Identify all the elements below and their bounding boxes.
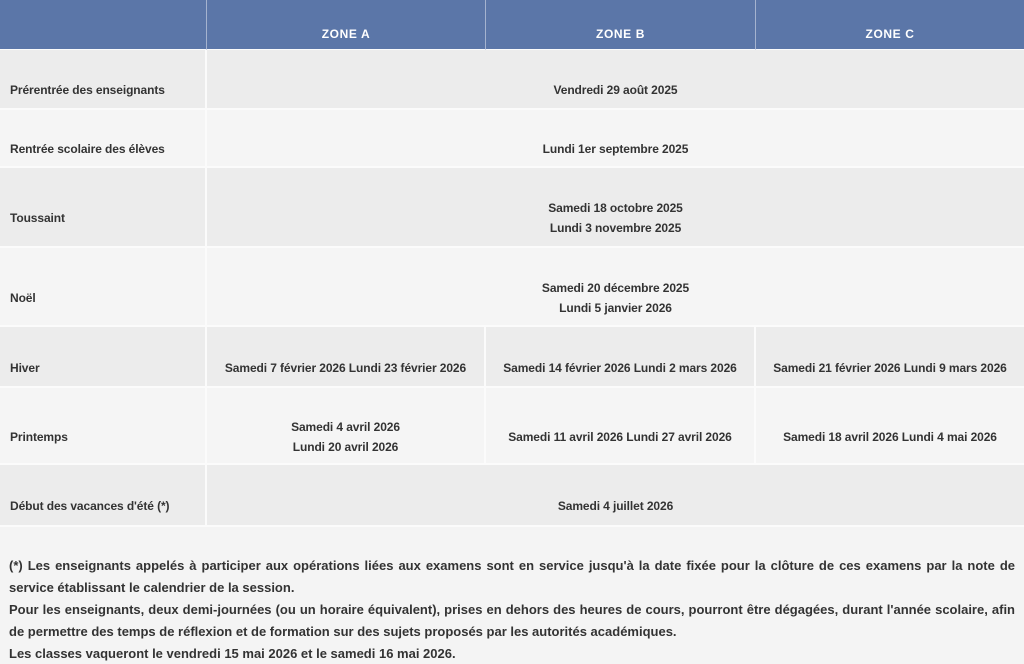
date-line: Samedi 20 décembre 2025 <box>541 280 690 295</box>
footnote-classes-vaqueront: Les classes vaqueront le vendredi 15 mai 2026 et le samedi 16 mai 2026. <box>9 646 456 661</box>
date-line: Lundi 3 novembre 2025 <box>549 221 682 235</box>
row-label: Toussaint <box>0 168 207 248</box>
table-row-prerentree <box>0 50 1024 110</box>
row-label: Rentrée scolaire des élèves <box>0 110 207 168</box>
footnote-demi-journees: Pour les enseignants, deux demi-journées (ou un horaire équivalent), prises en dehors des heures de cours, pourront être dégagées, durant l'année scolaire, afin de permettre des temps de réflexion et de formation sur des sujets proposés par les autorités académiques. <box>9 602 1015 639</box>
zone-c-header: ZONE C <box>756 0 1024 50</box>
date-line: Lundi 20 avril 2026 <box>292 439 399 454</box>
date-line: Lundi 5 janvier 2026 <box>559 300 672 315</box>
table-row-rentree <box>0 110 1024 168</box>
row-label: Printemps <box>0 388 207 465</box>
date-line: Samedi 4 juillet 2026 <box>557 499 674 513</box>
row-label: Noël <box>0 248 207 327</box>
date-line: Samedi 11 avril 2026 Lundi 27 avril 2026 <box>508 429 732 444</box>
date-cell-all-zones <box>207 50 1024 110</box>
date-line: Samedi 18 avril 2026 Lundi 4 mai 2026 <box>783 429 997 444</box>
table-row-toussaint <box>0 168 1024 248</box>
date-line: Samedi 18 octobre 2025 <box>548 201 683 215</box>
date-line: Samedi 21 février 2026 Lundi 9 mars 2026 <box>773 360 1007 375</box>
date-cell-zone-c <box>756 388 1024 465</box>
date-line: Lundi 1er septembre 2025 <box>542 142 689 156</box>
table-header <box>0 0 1024 50</box>
row-label: Prérentrée des enseignants <box>0 50 207 110</box>
empty-header-cell <box>0 0 207 50</box>
date-line: Samedi 14 février 2026 Lundi 2 mars 2026 <box>503 360 737 375</box>
footnote-examens: (*) Les enseignants appelés à participer aux opérations liées aux examens sont en service jusqu'à la date fixée pour la clôture de ces examens par la note de service établissant le calendrier de la session. <box>9 558 1015 595</box>
table-row-printemps <box>0 388 1024 465</box>
date-cell-zone-a <box>207 388 486 465</box>
date-cell-zone-b <box>486 327 756 388</box>
date-cell-zone-c <box>756 327 1024 388</box>
date-cell-all-zones <box>207 465 1024 527</box>
table-row-hiver <box>0 327 1024 388</box>
date-cell-all-zones <box>207 168 1024 248</box>
row-label: Début des vacances d'été (*) <box>0 465 207 527</box>
date-cell-all-zones <box>207 110 1024 168</box>
zone-b-header: ZONE B <box>486 0 756 50</box>
date-line: Samedi 4 avril 2026 <box>291 419 400 434</box>
footnotes <box>9 555 1015 664</box>
date-line: Vendredi 29 août 2025 <box>553 83 678 97</box>
date-cell-all-zones <box>207 248 1024 327</box>
table-row-noel <box>0 248 1024 327</box>
date-cell-zone-b <box>486 388 756 465</box>
date-cell-zone-a <box>207 327 486 388</box>
table-row-vacances-ete <box>0 465 1024 527</box>
date-line: Samedi 7 février 2026 Lundi 23 février 2026 <box>224 360 467 375</box>
row-label: Hiver <box>0 327 207 388</box>
zone-a-header: ZONE A <box>207 0 486 50</box>
